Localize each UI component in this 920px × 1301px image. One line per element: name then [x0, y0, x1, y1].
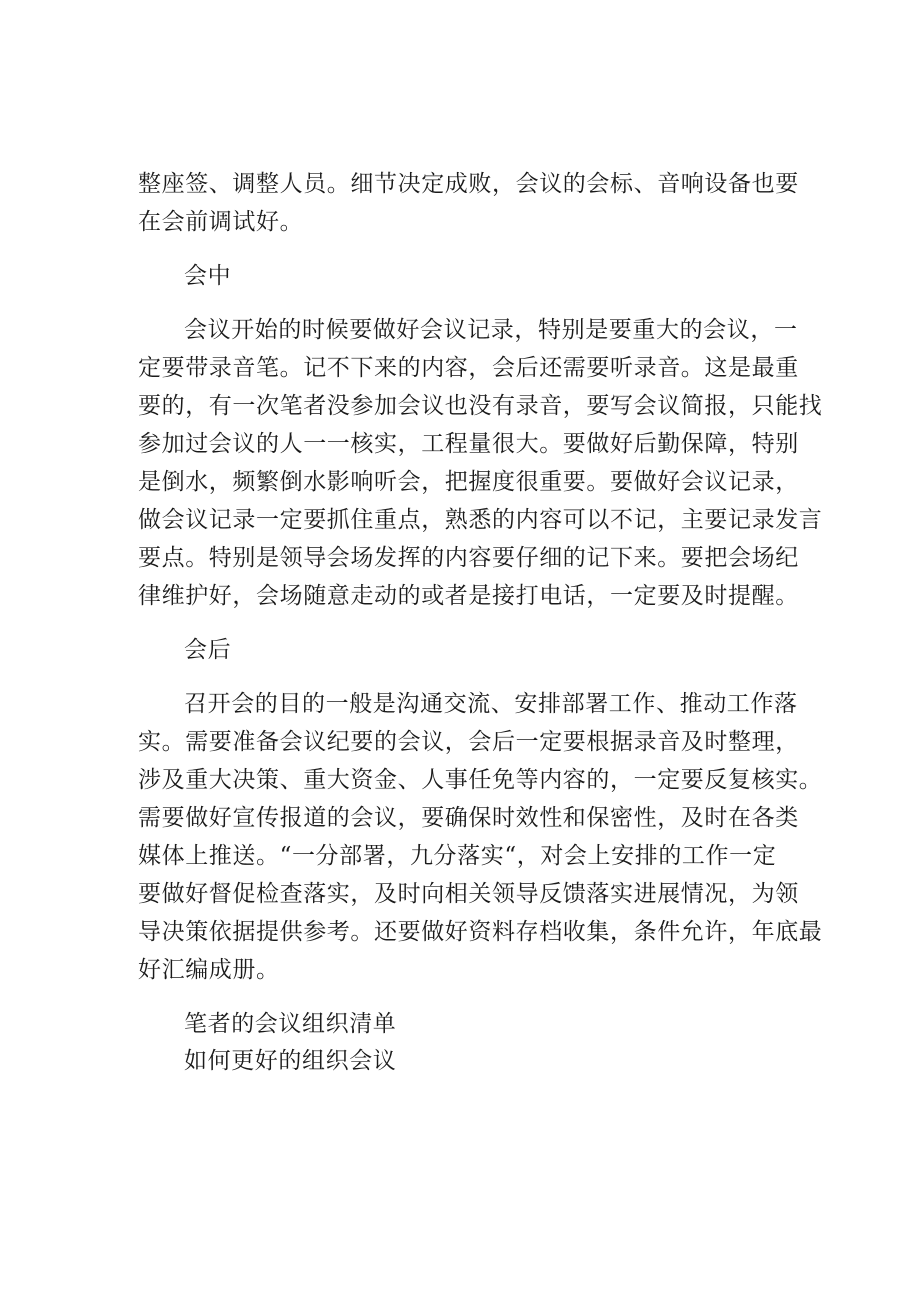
- paragraph-during-line-1: 会议开始的时候要做好会议记录，特别是要重大的会议，一: [184, 317, 798, 343]
- section-heading-after: 会后: [184, 637, 232, 663]
- paragraph-during-line-4: 参加过会议的人一一核实，工程量很大。要做好后勤保障，特别: [138, 431, 799, 457]
- footer-link-better-meetings: 如何更好的组织会议: [184, 1048, 397, 1074]
- paragraph-after-line-1: 召开会的目的一般是沟通交流、安排部署工作、推动工作落: [184, 691, 798, 717]
- paragraph-after-line-4: 需要做好宣传报道的会议，要确保时效性和保密性，及时在各类: [138, 805, 799, 831]
- paragraph-during-line-2: 定要带录音笔。记不下来的内容，会后还需要听录音。这是最重: [138, 355, 799, 381]
- paragraph-after-line-3: 涉及重大决策、重大资金、人事任免等内容的，一定要反复核实。: [138, 767, 823, 793]
- paragraph-during-line-6: 做会议记录一定要抓住重点，熟悉的内容可以不记，主要记录发言: [138, 507, 823, 533]
- paragraph-during-line-7: 要点。特别是领导会场发挥的内容要仔细的记下来。要把会场纪: [138, 545, 799, 571]
- paragraph-during-line-3: 要的，有一次笔者没参加会议也没有录音，要写会议简报，只能找: [138, 393, 823, 419]
- footer-link-organizing-checklist: 笔者的会议组织清单: [184, 1011, 397, 1037]
- paragraph-during-line-8: 律维护好，会场随意走动的或者是接打电话，一定要及时提醒。: [138, 583, 799, 609]
- paragraph-intro-line-2: 在会前调试好。: [138, 209, 304, 235]
- paragraph-after-line-7: 导决策依据提供参考。还要做好资料存档收集，条件允许，年底最: [138, 919, 823, 945]
- paragraph-during-line-5: 是倒水，频繁倒水影响听会，把握度很重要。要做好会议记录，: [138, 469, 799, 495]
- paragraph-after-line-2: 实。需要准备会议纪要的会议，会后一定要根据录音及时整理，: [138, 729, 799, 755]
- paragraph-after-line-8: 好汇编成册。: [138, 957, 280, 983]
- paragraph-intro-line-1: 整座签、调整人员。细节决定成败，会议的会标、音响设备也要: [138, 171, 799, 197]
- paragraph-after-line-5: 媒体上推送。“一分部署，九分落实“，对会上安排的工作一定: [138, 843, 777, 869]
- paragraph-after-line-6: 要做好督促检查落实，及时向相关领导反馈落实进展情况，为领: [138, 881, 799, 907]
- section-heading-during: 会中: [184, 263, 232, 289]
